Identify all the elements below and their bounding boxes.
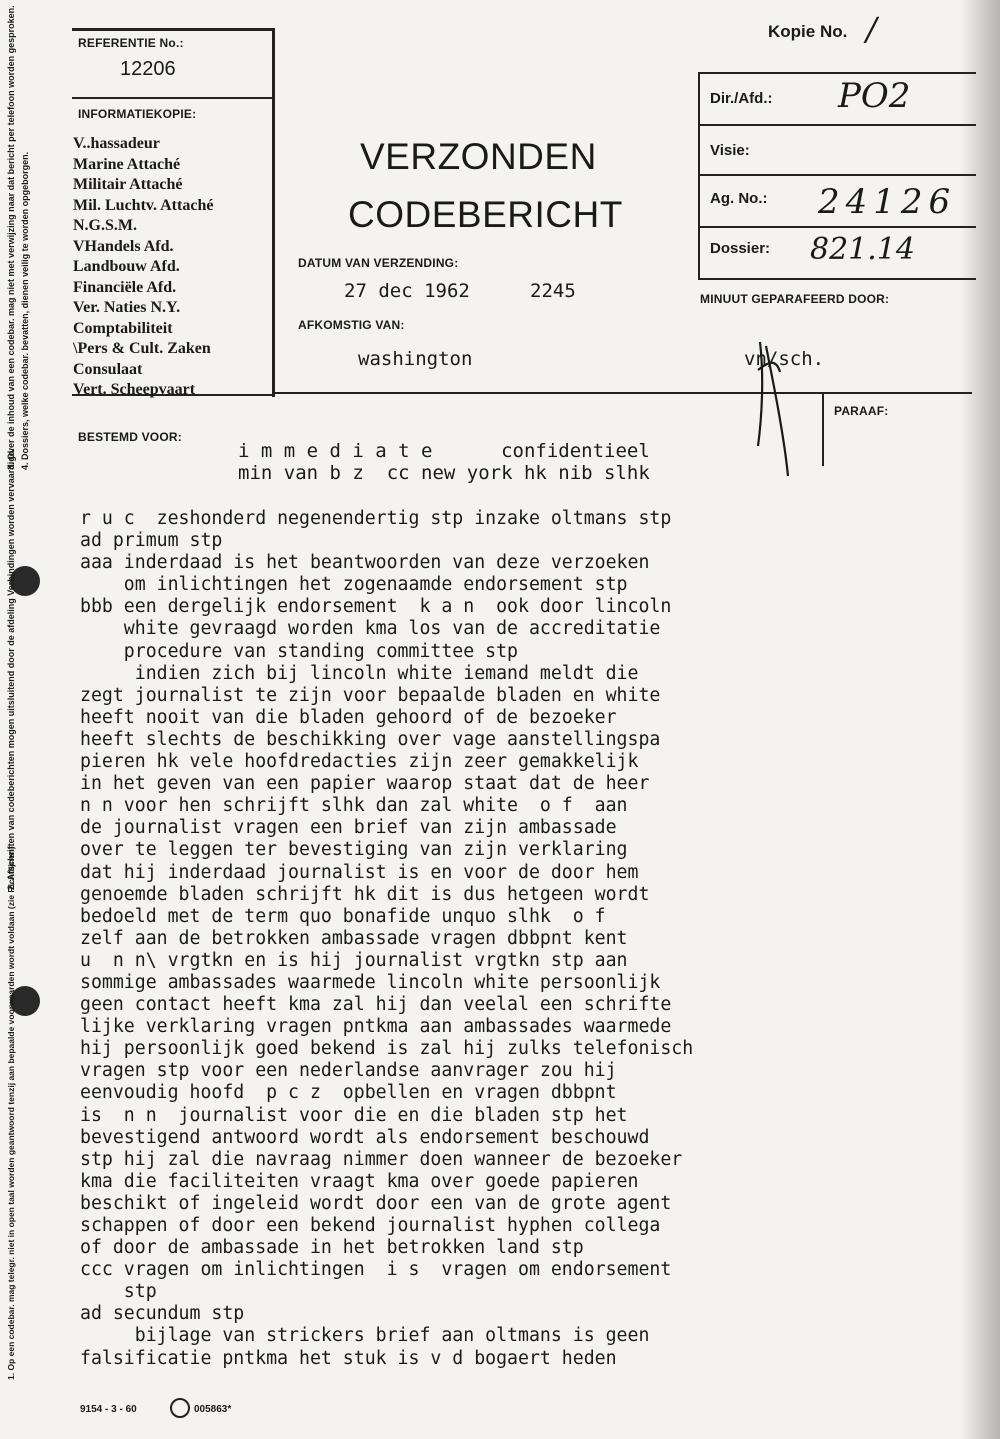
informatiekopie-item: Marine Attaché (73, 155, 181, 173)
margin-note-4: 4. Dossiers, welke codebar. bevatten, dienen veilig te worden opgeborgen. (20, 151, 30, 470)
margin-note-3: 3. Over de inhoud van een codebar. mag niet met verwijzing naar dat bericht per telefoon worden gesproken. (6, 5, 16, 470)
body-line: over te leggen ter bevestiging van zijn verklaring (80, 839, 628, 861)
message-body (80, 508, 693, 1370)
body-line: u n n\ vrgtkn en is hij journalist vrgtkn stp aan (80, 949, 628, 971)
minuut-value: vn/sch. (744, 348, 825, 370)
body-line: stp hij zal die navraag nimmer doen wanneer de bezoeker (80, 1148, 683, 1170)
body-line: bijlage van strickers brief aan oltmans is geen (80, 1325, 650, 1347)
body-line: is n n journalist voor die en die bladen stp het (80, 1104, 628, 1126)
body-line: heeft nooit van die bladen gehoord of de bezoeker (80, 706, 617, 728)
body-line: in het geven van een papier waarop staat dat de heer (80, 773, 650, 795)
informatiekopie-item: Ver. Naties N.Y. (73, 299, 181, 316)
informatiekopie-item: V..hassadeur (73, 135, 160, 152)
body-line: pieren hk vele hoofdredacties zijn zeer gemakkelijk (80, 751, 639, 773)
serial-number: 005863* (194, 1404, 232, 1415)
paraaf-scribble (740, 336, 800, 486)
body-line: om inlichtingen het zogenaamde endorsement stp (80, 574, 628, 596)
paraaf-divider (822, 394, 824, 466)
dir-afd-label: Dir./Afd.: (710, 90, 773, 107)
body-line: r u c zeshonderd negenendertig stp inzake oltmans stp (80, 508, 672, 529)
body-line: bbb een dergelijk endorsement k a n ook door lincoln (80, 596, 672, 618)
body-line: falsificatie pntkma het stuk is v d bogaert heden (80, 1347, 617, 1369)
body-line: vragen stp voor een nederlandse aanvrager zou hij (80, 1060, 617, 1082)
body-line: lijke verklaring vragen pntkma aan ambassades waarmede (80, 1016, 672, 1038)
informatiekopie-item: VHandels Afd. (73, 237, 174, 255)
informatiekopie-item: Landbouw Afd. (73, 258, 180, 275)
body-line: bevestigend antwoord wordt als endorsement beschouwd (80, 1126, 650, 1148)
title-verzonden: VERZONDEN (360, 136, 597, 177)
visie-label: Visie: (710, 142, 750, 159)
body-line: genoemde bladen schrijft hk dit is dus hetgeen wordt (80, 883, 650, 905)
bestemd-label: BESTEMD VOOR: (78, 430, 182, 444)
body-line: bedoeld met de term quo bonafide unquo slhk o f (80, 905, 606, 927)
union-bug-icon (170, 1398, 190, 1418)
body-line: procedure van standing committee stp (80, 640, 518, 662)
scan-edge-shadow (960, 0, 1000, 1439)
title-codebericht: CODEBERICHT (348, 194, 623, 235)
dir-afd-value: PO2 (838, 76, 911, 116)
informatiekopie-list (73, 134, 213, 401)
afkomstig-value: washington (358, 348, 473, 370)
informatiekopie-item: Militair Attaché (73, 176, 183, 193)
body-line: ad secundum stp (80, 1303, 245, 1325)
informatiekopie-item: \Pers & Cult. Zaken (73, 340, 211, 357)
form-code: 9154 - 3 - 60 (80, 1404, 137, 1415)
body-line: schappen of door een bekend journalist hyphen collega (80, 1215, 661, 1236)
dossier-value: 821.14 (810, 232, 915, 267)
ag-no-value: 24126 (818, 182, 957, 222)
body-line: indien zich bij lincoln white iemand meldt die (80, 662, 639, 684)
body-line: hij persoonlijk goed bekend is zal hij zulks telefonisch (80, 1038, 694, 1060)
body-line: heeft slechts de beschikking over vage aanstellingspa (80, 728, 661, 750)
informatiekopie-item: N.G.S.M. (73, 217, 137, 234)
body-line: n n voor hen schrijft slhk dan zal white o f aan (80, 795, 628, 817)
ag-no-label: Ag. No.: (710, 190, 768, 207)
informatiekopie-item: Comptabiliteit (73, 319, 173, 337)
body-line: zegt journalist te zijn voor bepaalde bladen en white (80, 684, 661, 706)
informatiekopie-item: Financiële Afd. (73, 278, 177, 296)
referentie-label: REFERENTIE No.: (78, 36, 184, 50)
margin-note-2: 2. Afschriften van codeberichten mogen uitsluitend door de afdeling Verbindingen worden vervaardigd. (6, 448, 16, 890)
bestemd-line-1: i m m e d i a t e confidentieel (238, 440, 650, 462)
informatiekopie-item: Mil. Luchtv. Attaché (73, 196, 214, 214)
body-line: aaa inderdaad is het beantwoorden van deze verzoeken (80, 552, 650, 574)
body-line: kma die faciliteiten vraagt kma over goede papieren (80, 1170, 639, 1192)
body-line: beschikt of ingeleid wordt door een van de grote agent (80, 1192, 672, 1214)
kopie-value: / (866, 10, 877, 48)
margin-note-1: 1. Op een codebar. mag telegr. niet in open taal worden geantwoord tenzij aan bepaalde voorwaarden wordt voldaan (zie Richtlijnen). (6, 843, 16, 1380)
bestemd-line-2: min van b z cc new york hk nib slhk (238, 462, 650, 484)
body-line: eenvoudig hoofd p c z opbellen en vragen dbbpnt (80, 1082, 617, 1104)
referentie-value: 12206 (120, 58, 176, 80)
body-line: sommige ambassades waarmede lincoln white persoonlijk (80, 971, 661, 993)
paraaf-label: PARAAF: (834, 404, 889, 418)
body-line: ad primum stp (80, 530, 223, 552)
body-line: ccc vragen om inlichtingen i s vragen om endorsement (80, 1259, 672, 1281)
kopie-label: Kopie No. (768, 22, 848, 41)
datum-label: DATUM VAN VERZENDING: (298, 256, 459, 270)
afkomstig-label: AFKOMSTIG VAN: (298, 318, 405, 332)
informatiekopie-label: INFORMATIEKOPIE: (78, 107, 197, 121)
dossier-label: Dossier: (710, 240, 771, 257)
header-bottom-rule (272, 392, 972, 394)
body-line: de journalist vragen een brief van zijn ambassade (80, 817, 617, 839)
informatiekopie-item: Consulaat (73, 360, 143, 378)
body-line: stp (80, 1281, 157, 1303)
body-line: dat hij inderdaad journalist is en voor de door hem (80, 861, 639, 883)
tijd-value: 2245 (530, 280, 576, 302)
datum-value: 27 dec 1962 (344, 280, 470, 302)
body-line: geen contact heeft kma zal hij dan veelal een schrifte (80, 994, 672, 1016)
informatiekopie-item: Vert. Scheepvaart (73, 381, 196, 398)
referentie-divider (72, 97, 272, 99)
body-line: of door de ambassade in het betrokken land stp (80, 1237, 584, 1259)
body-line: white gevraagd worden kma los van de accreditatie (80, 618, 661, 640)
body-line: zelf aan de betrokken ambassade vragen dbbpnt kent (80, 927, 628, 949)
minuut-label: MINUUT GEPARAFEERD DOOR: (700, 292, 890, 306)
